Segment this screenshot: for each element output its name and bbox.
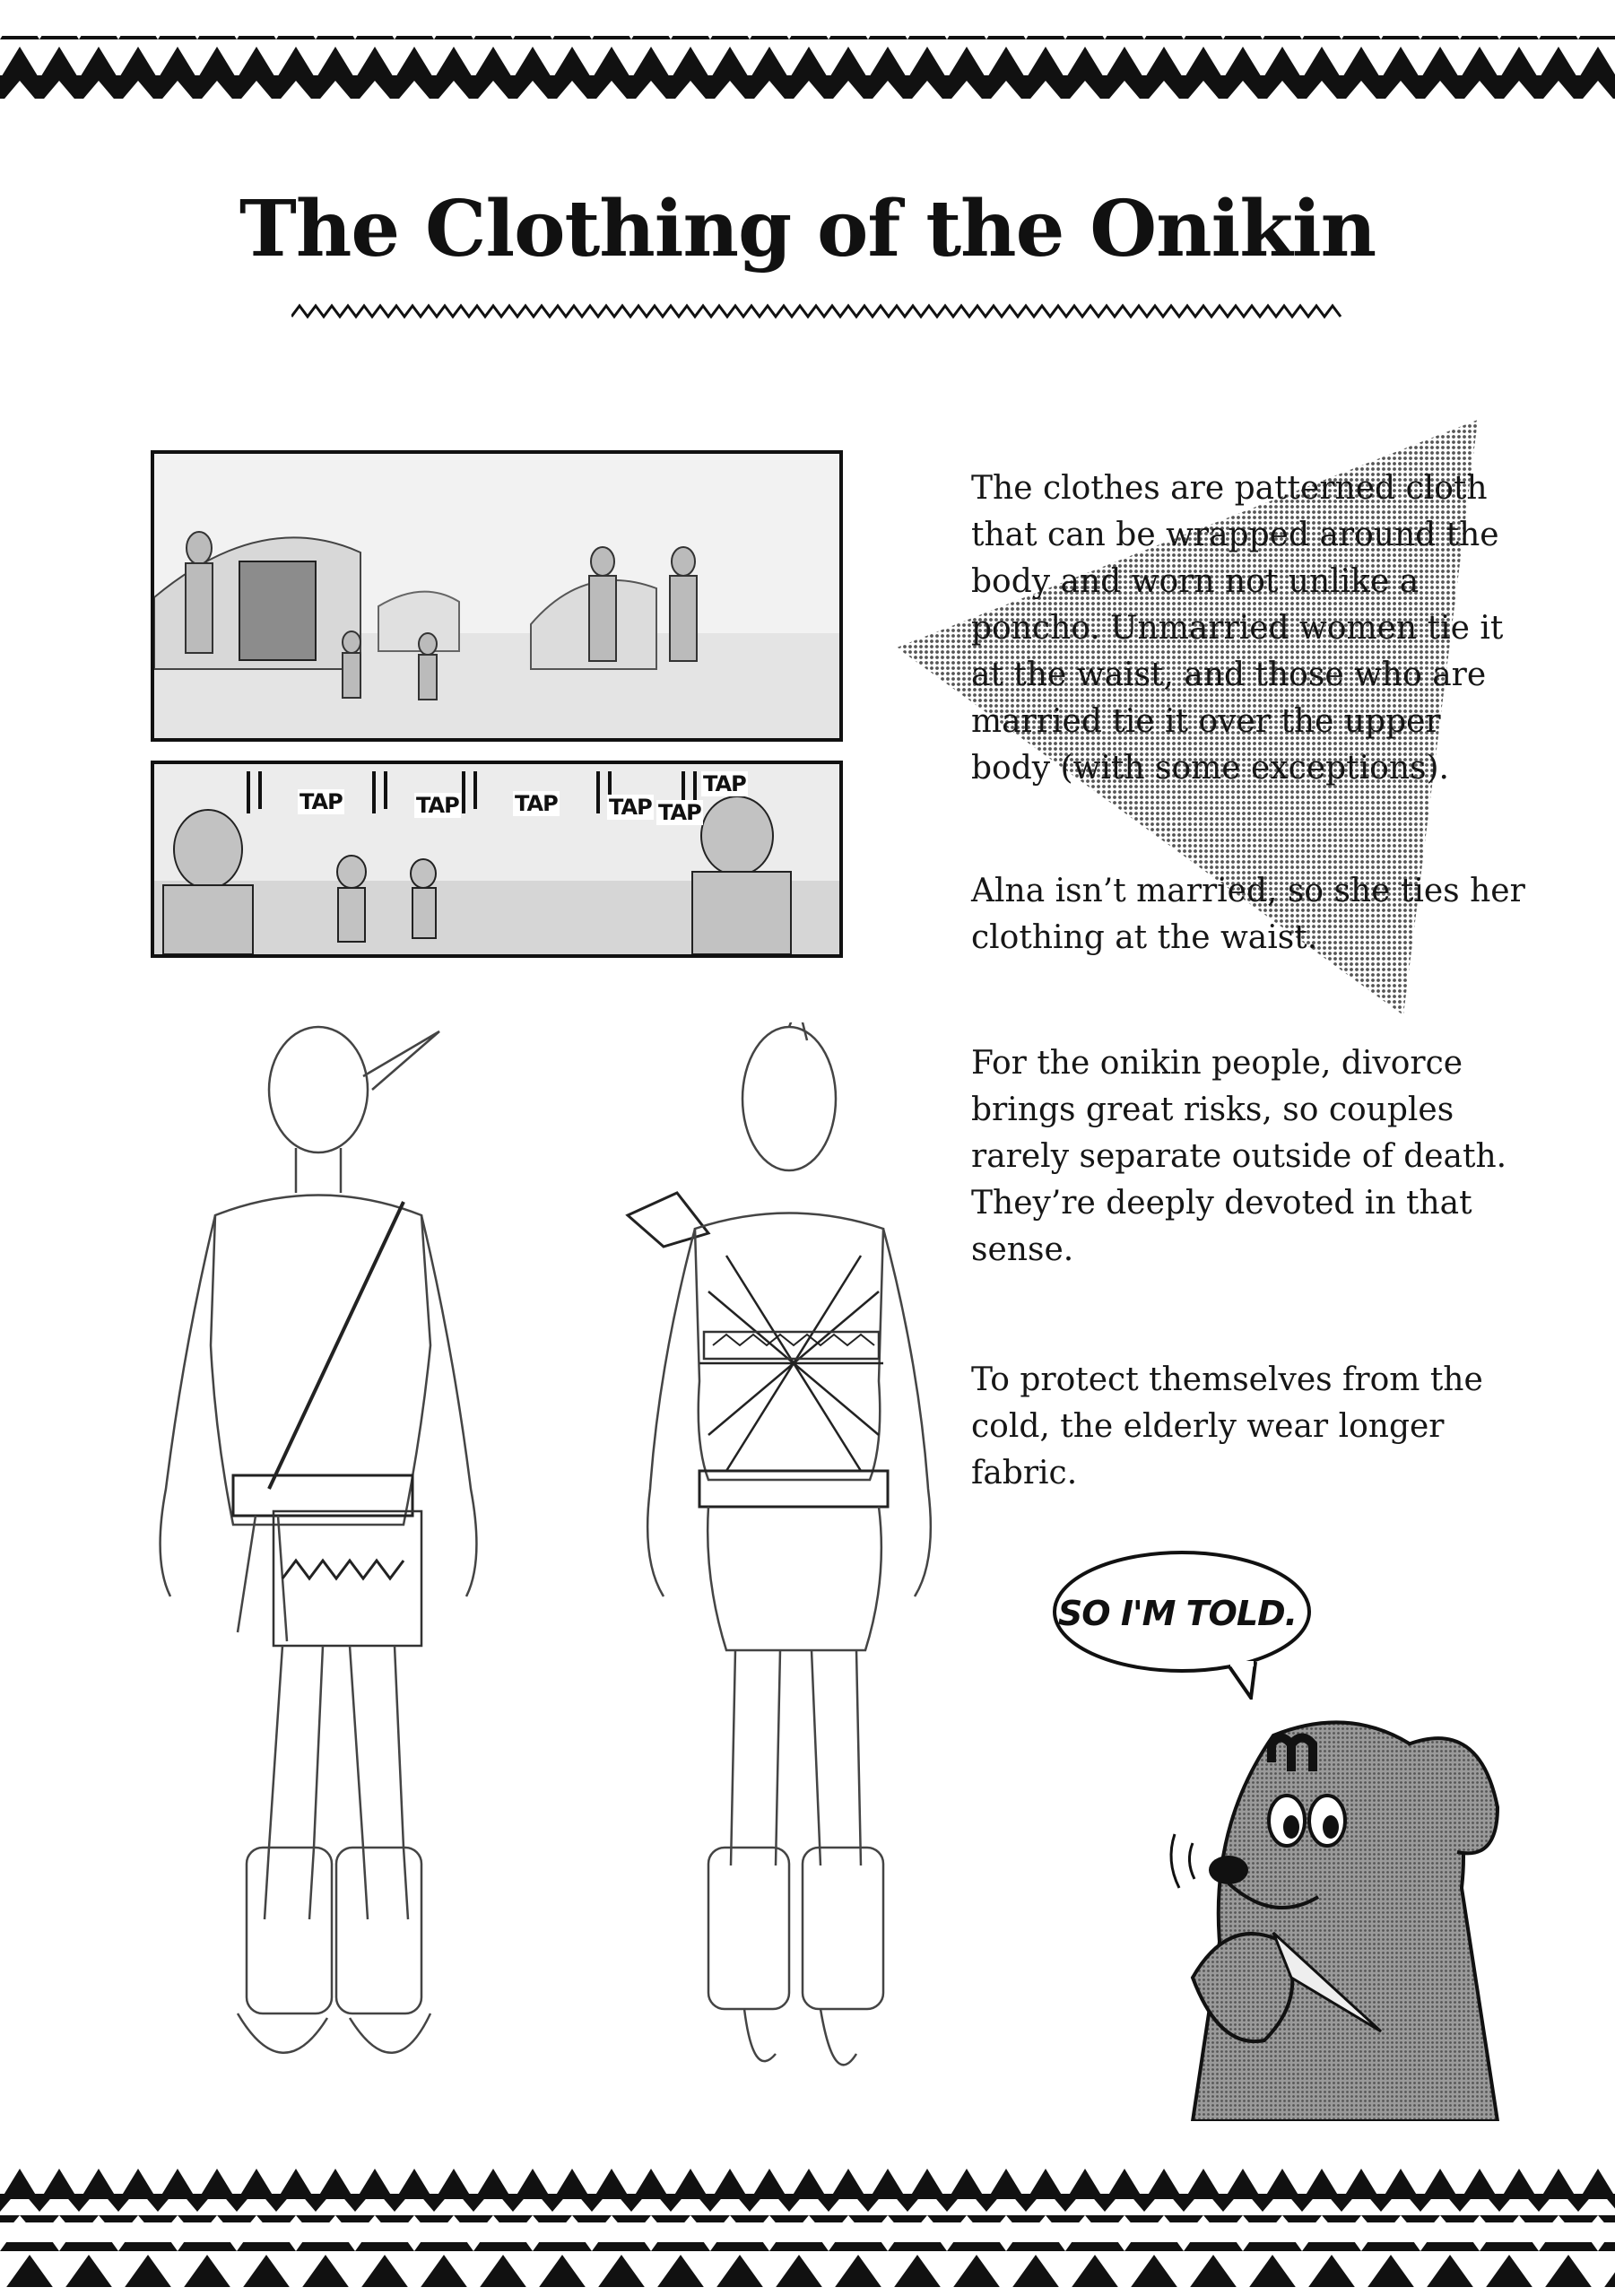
sfx-tap: TAP [658,800,701,825]
paragraph-divorce: For the onikin people, divorce brings great risks, so couples rarely separate outside of death. They’re deeply devoted in that sense. [971,1045,1507,1268]
sfx-tap: TAP [416,793,459,818]
paragraph-elderly: To protect themselves from the cold, the elderly wear longer fabric. [971,1361,1483,1492]
sfx-tap: TAP [515,791,558,816]
paragraph-alna: Alna isn’t married, so she ties her clothing at the waist. [971,873,1525,956]
mascot-dog [1139,1709,1515,2121]
manga-panel-village [151,450,843,742]
title-zigzag-underline [291,301,1342,321]
sfx-tap: TAP [609,795,652,820]
paragraph-clothes-description: The clothes are patterned cloth that can be wrapped around the body and worn not unlike a poncho. Unmarried women tie it at the waist, and those who are married tie it over the upper body (with some exceptions). [971,470,1504,787]
sfx-tap: TAP [703,771,746,796]
male-figure-sketch [135,1022,493,2126]
top-border [0,0,1615,99]
sfx-tap: TAP [300,789,343,814]
speech-bubble-text: SO I'M TOLD. [1057,1594,1298,1633]
female-figure-sketch [610,1022,986,2126]
village-scene-illustration [154,454,839,738]
page-title: The Clothing of the Onikin [239,184,1376,274]
manga-panel-greeting [151,761,843,958]
bottom-border [0,2161,1615,2296]
